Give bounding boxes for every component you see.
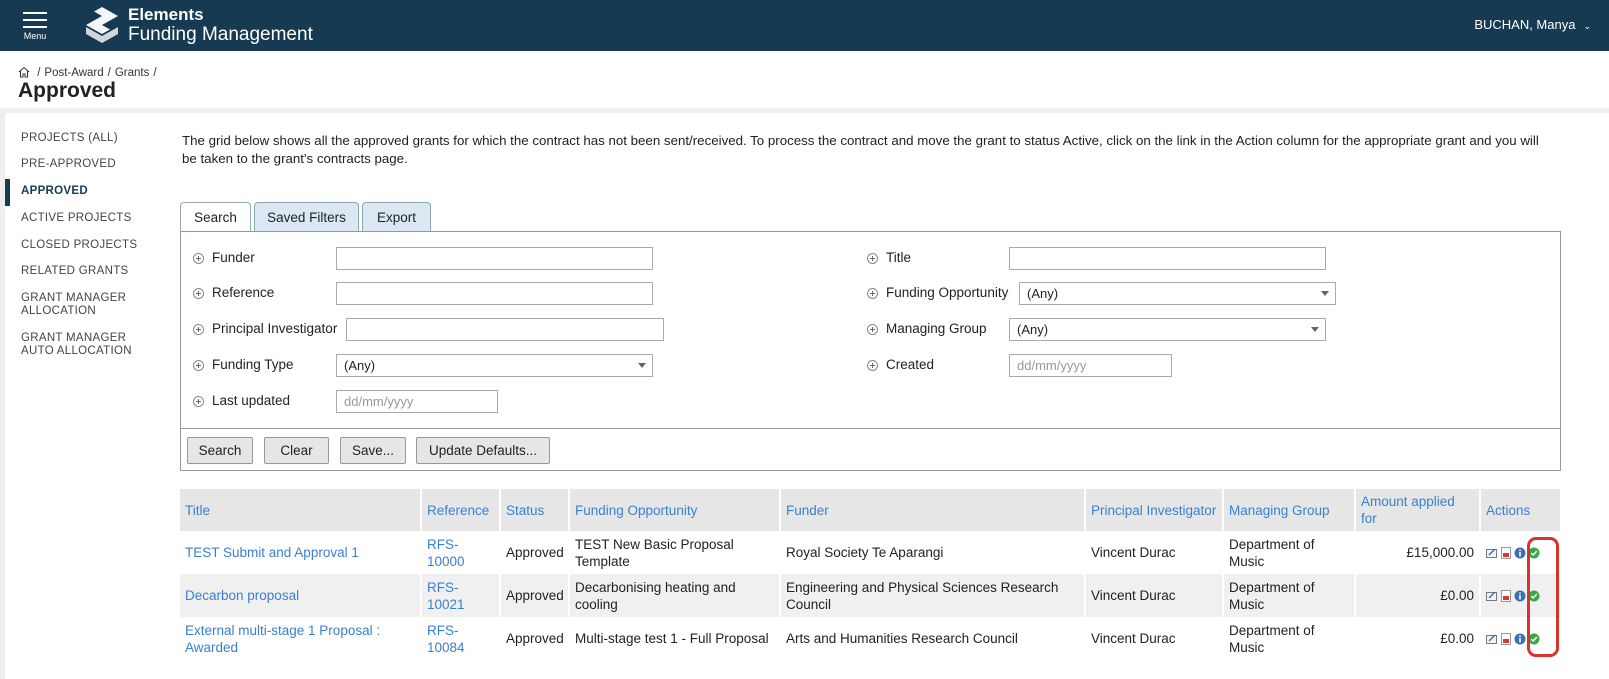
expand-funding-opportunity-icon[interactable] [867, 288, 878, 299]
grant-title-link[interactable]: TEST Submit and Approval 1 [185, 545, 359, 560]
home-icon[interactable] [18, 66, 30, 78]
edit-icon[interactable] [1486, 633, 1498, 645]
user-menu[interactable] [1474, 17, 1591, 32]
column-header-status[interactable]: Status [500, 489, 569, 531]
funding-type-label: Funding Type [212, 357, 294, 372]
principal-investigator-input[interactable] [346, 318, 664, 341]
column-header-managing-group[interactable]: Managing Group [1223, 489, 1355, 531]
expand-last-updated-icon[interactable] [193, 396, 204, 407]
managing-group-cell: Department of Music [1223, 531, 1355, 574]
grants-table [180, 489, 1562, 660]
table-row [180, 531, 1561, 574]
search-button-bar [181, 428, 1560, 471]
column-header-reference[interactable]: Reference [421, 489, 500, 531]
grant-title-link[interactable]: External multi-stage 1 Proposal : Awarded [185, 622, 381, 655]
created-label: Created [886, 357, 935, 372]
dropdown-arrow-icon [1321, 291, 1329, 296]
actions-cell [1480, 617, 1561, 660]
expand-principal-investigator-icon[interactable] [193, 324, 204, 335]
expand-managing-group-icon[interactable] [867, 324, 878, 335]
expand-reference-icon[interactable] [193, 288, 204, 299]
principal-investigator-cell: Vincent Durac [1085, 531, 1223, 574]
chevron-down-icon: ⌄ [1583, 21, 1591, 31]
funding-type-select[interactable] [336, 354, 653, 377]
page-title: Approved [18, 79, 117, 102]
principal-investigator-label: Principal Investigator [212, 321, 338, 336]
sidebar-item-closed-projects[interactable]: CLOSED PROJECTS [21, 239, 138, 251]
funding-opportunity-label: Funding Opportunity [886, 285, 1009, 300]
approve-check-icon[interactable] [1528, 633, 1540, 645]
search-panel [180, 231, 1561, 471]
column-header-title[interactable]: Title [180, 489, 421, 531]
funder-label: Funder [212, 250, 255, 265]
managing-group-cell: Department of Music [1223, 574, 1355, 617]
grant-title-link[interactable]: Decarbon proposal [185, 588, 300, 603]
principal-investigator-cell: Vincent Durac [1085, 574, 1223, 617]
actions-cell [1480, 574, 1561, 617]
breadcrumb-post-award[interactable]: Post-Award [44, 67, 104, 79]
grant-reference-link[interactable]: RFS-10021 [427, 579, 465, 612]
menu-label: Menu [23, 31, 47, 41]
reference-input[interactable] [336, 282, 653, 305]
funding-opportunity-value: (Any) [1027, 286, 1059, 301]
expand-title-icon[interactable] [867, 253, 878, 264]
sidebar-item-active-projects[interactable]: ACTIVE PROJECTS [21, 212, 132, 224]
expand-funder-icon[interactable] [193, 253, 204, 264]
funder-cell: Royal Society Te Aparangi [780, 531, 1085, 574]
info-icon[interactable] [1514, 547, 1526, 559]
reference-label: Reference [212, 285, 275, 300]
breadcrumb-grants[interactable]: Grants [114, 67, 150, 79]
breadcrumb: / Post-Award / Grants / [18, 66, 161, 79]
approve-check-icon[interactable] [1528, 590, 1540, 602]
edit-icon[interactable] [1486, 547, 1498, 559]
sidebar-item-grant-manager-auto-allocation[interactable]: GRANT MANAGER AUTO ALLOCATION [21, 332, 132, 357]
funding-opportunity-cell: Multi-stage test 1 - Full Proposal [569, 617, 780, 660]
tab-export[interactable]: Export [362, 202, 431, 232]
status-cell: Approved [500, 574, 569, 617]
grant-reference-link[interactable]: RFS-10084 [427, 622, 465, 655]
last-updated-input[interactable] [336, 390, 498, 413]
column-header-funding-opportunity[interactable]: Funding Opportunity [569, 489, 780, 531]
title-label: Title [886, 250, 912, 265]
brand-name: Elements [128, 5, 204, 24]
managing-group-value: (Any) [1017, 322, 1049, 337]
funder-cell: Engineering and Physical Sciences Research Council [780, 574, 1085, 617]
sidebar-item-related-grants[interactable]: RELATED GRANTS [21, 265, 129, 277]
tab-search[interactable]: Search [180, 202, 251, 233]
tab-saved-filters[interactable]: Saved Filters [254, 202, 359, 232]
managing-group-cell: Department of Music [1223, 617, 1355, 660]
amount-cell: £0.00 [1355, 617, 1480, 660]
funder-cell: Arts and Humanities Research Council [780, 617, 1085, 660]
amount-cell: £15,000.00 [1355, 531, 1480, 574]
sidebar-item-approved[interactable]: APPROVED [5, 185, 88, 198]
created-input[interactable] [1009, 354, 1172, 377]
sidebar-item-projects-all[interactable]: PROJECTS (ALL) [21, 132, 118, 144]
pdf-icon[interactable] [1500, 590, 1512, 602]
menu-button[interactable] [18, 10, 52, 42]
save-filter-button[interactable]: Save... [340, 437, 406, 464]
top-navigation-bar [0, 0, 1609, 51]
clear-button[interactable]: Clear [264, 437, 329, 464]
intro-text: The grid below shows all the approved grants for which the contract has not been sent/received. To process the contract and move the grant to status Active, click on the link in the Action column for the appropriate grant and you will be taken to the grant's contracts page. [182, 133, 1539, 166]
column-header-amount[interactable]: Amount applied for [1355, 489, 1480, 531]
status-cell: Approved [500, 531, 569, 574]
table-row [180, 617, 1561, 660]
title-input[interactable] [1009, 247, 1326, 270]
table-header-row [180, 489, 1561, 531]
info-icon[interactable] [1514, 633, 1526, 645]
search-button[interactable]: Search [187, 437, 253, 464]
funding-opportunity-cell: TEST New Basic Proposal Template [569, 531, 780, 574]
edit-icon[interactable] [1486, 590, 1498, 602]
elements-logo [84, 6, 120, 44]
managing-group-select[interactable] [1009, 318, 1326, 341]
table-row [180, 574, 1561, 617]
expand-funding-type-icon[interactable] [193, 360, 204, 371]
funding-opportunity-select[interactable] [1019, 282, 1336, 305]
update-defaults-button[interactable]: Update Defaults... [416, 437, 550, 464]
info-icon[interactable] [1514, 590, 1526, 602]
sidebar-item-grant-manager-allocation[interactable]: GRANT MANAGER ALLOCATION [21, 292, 127, 317]
dropdown-arrow-icon [638, 363, 646, 368]
pdf-icon[interactable] [1500, 547, 1512, 559]
funding-opportunity-cell: Decarbonising heating and cooling [569, 574, 780, 617]
sidebar-item-pre-approved[interactable]: PRE-APPROVED [21, 158, 116, 170]
dropdown-arrow-icon [1311, 327, 1319, 332]
status-cell: Approved [500, 617, 569, 660]
expand-created-icon[interactable] [867, 360, 878, 371]
approve-check-icon[interactable] [1528, 547, 1540, 559]
amount-cell: £0.00 [1355, 574, 1480, 617]
page-header [0, 51, 1609, 108]
brand [128, 6, 313, 44]
user-name: BUCHAN, Manya [1474, 17, 1576, 32]
brand-subtitle: Funding Management [128, 24, 313, 45]
managing-group-label: Managing Group [886, 321, 987, 336]
hamburger-icon [23, 12, 47, 28]
grant-reference-link[interactable]: RFS-10000 [427, 536, 465, 569]
column-header-principal-investigator[interactable]: Principal Investigator [1085, 489, 1223, 531]
funder-input[interactable] [336, 247, 653, 270]
funding-type-value: (Any) [344, 358, 376, 373]
column-header-funder[interactable]: Funder [780, 489, 1085, 531]
column-header-actions[interactable]: Actions [1480, 489, 1561, 531]
principal-investigator-cell: Vincent Durac [1085, 617, 1223, 660]
actions-cell [1480, 531, 1561, 574]
pdf-icon[interactable] [1500, 633, 1512, 645]
last-updated-label: Last updated [212, 393, 291, 408]
